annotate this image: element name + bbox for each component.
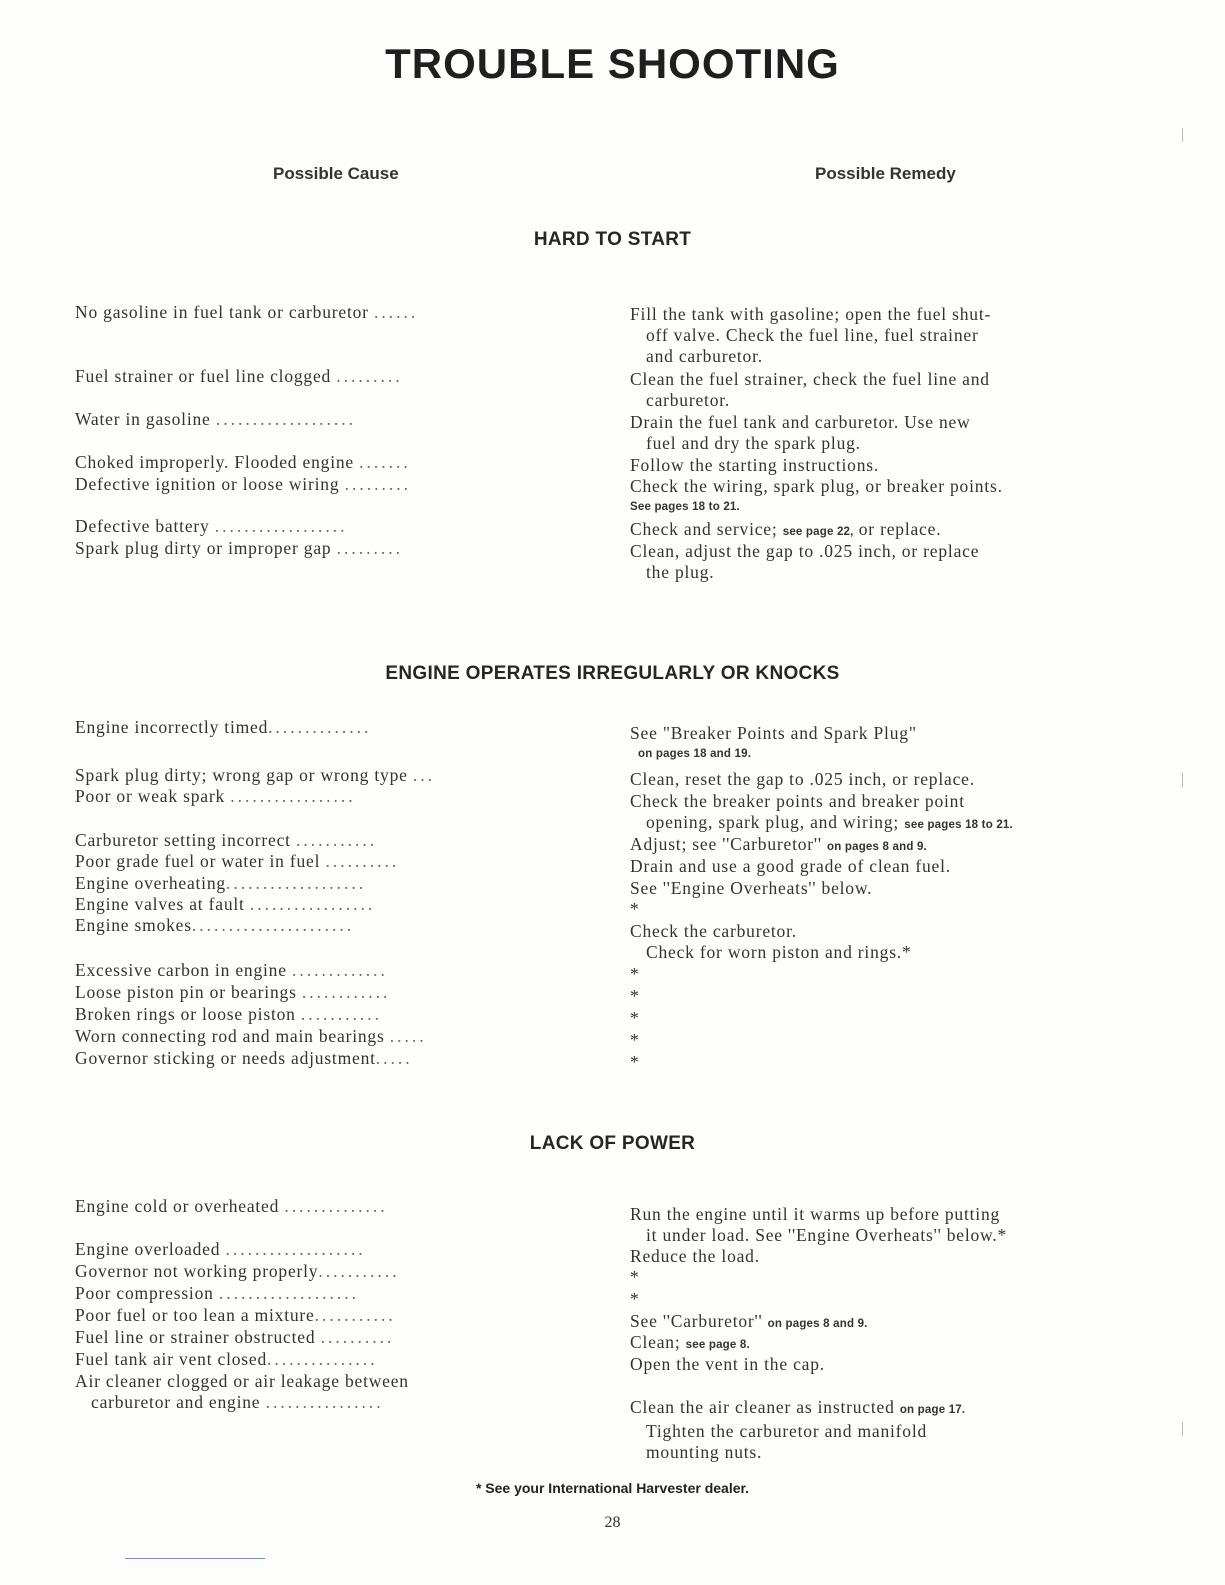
cause-item: Water in gasoline ................... (75, 409, 356, 429)
remedy-item: * (630, 1030, 640, 1050)
remedy-item: * (630, 964, 640, 984)
cause-item: Poor fuel or too lean a mixture........... (75, 1305, 396, 1325)
remedy-item: Check the carburetor. Check for worn piston and rings.* (630, 921, 912, 962)
cause-item: Poor or weak spark ................. (75, 786, 356, 806)
remedy-item: Reduce the load. (630, 1246, 760, 1266)
remedy-item: Clean, reset the gap to .025 inch, or replace. (630, 769, 975, 789)
page-reference: See pages 18 to 21. (630, 501, 740, 513)
remedy-item: Clean the fuel strainer, check the fuel line and carburetor. (630, 369, 990, 410)
remedy-item: See ''Engine Overheats'' below. (630, 878, 873, 898)
bottom-rule (125, 1558, 265, 1559)
cause-item: Fuel line or strainer obstructed .......... (75, 1327, 395, 1347)
remedy-item: Clean; see page 8. (630, 1332, 750, 1352)
cause-item: Defective battery .................. (75, 516, 348, 536)
remedy-item: Follow the starting instructions. (630, 455, 880, 475)
page-reference: on page 17. (899, 1404, 966, 1416)
page-reference: on pages 8 and 9. (767, 1318, 868, 1330)
remedy-item: Check the breaker points and breaker point opening, spark plug, and wiring; see pages 18 to 21. (630, 791, 1013, 832)
page-reference: on pages 8 and 9. (827, 841, 927, 853)
cause-item: Spark plug dirty or improper gap ......... (75, 538, 404, 558)
remedy-item: * (630, 899, 640, 919)
scan-edge-mark (1182, 128, 1183, 142)
cause-item: Poor compression ................... (75, 1283, 360, 1303)
cause-item: Engine cold or overheated .............. (75, 1196, 388, 1216)
cause-item: Governor sticking or needs adjustment..... (75, 1048, 413, 1068)
remedy-item: Drain the fuel tank and carburetor. Use new fuel and dry the spark plug. (630, 412, 971, 453)
remedy-item: * (630, 1289, 640, 1309)
cause-item: Worn connecting rod and main bearings ..... (75, 1026, 427, 1046)
remedy-item: Clean the air cleaner as instructed on page 17. Tighten the carburetor and manifold mounting nuts. (630, 1397, 966, 1462)
remedy-item: Run the engine until it warms up before putting it under load. See ''Engine Overheats'' below.* (630, 1204, 1008, 1245)
remedy-item: Adjust; see ''Carburetor'' on pages 8 and 9. (630, 834, 927, 854)
section-heading-hard-to-start: HARD TO START (533, 229, 692, 250)
cause-item: No gasoline in fuel tank or carburetor ...... (75, 302, 419, 322)
remedy-item: Clean, adjust the gap to .025 inch, or replace the plug. (630, 541, 980, 582)
cause-item: Excessive carbon in engine ............. (75, 960, 388, 980)
cause-item: Fuel tank air vent closed............... (75, 1349, 378, 1369)
remedy-item: * (630, 1267, 640, 1287)
cause-item: Engine overheating................... (75, 873, 367, 893)
remedy-item: Open the vent in the cap. (630, 1354, 825, 1374)
remedy-item: Drain and use a good grade of clean fuel. (630, 856, 951, 876)
remedy-item: * (630, 1052, 640, 1072)
cause-item: Spark plug dirty; wrong gap or wrong type ... (75, 765, 435, 785)
cause-item: Engine smokes...................... (75, 915, 355, 935)
possible-remedy-header: Possible Remedy (815, 164, 956, 183)
cause-item: Loose piston pin or bearings ............ (75, 982, 391, 1002)
remedy-item: * (630, 986, 640, 1006)
scan-edge-mark (1182, 1422, 1183, 1436)
remedy-item: Check the wiring, spark plug, or breaker points. See pages 18 to 21. (630, 476, 1190, 518)
section-heading-lack-of-power: LACK OF POWER (529, 1133, 696, 1154)
remedy-item: Fill the tank with gasoline; open the fuel shut- off valve. Check the fuel line, fuel strainer and carburetor. (630, 304, 992, 366)
cause-item: Engine incorrectly timed.............. (75, 717, 372, 737)
section-heading-engine-operates-irregularly: ENGINE OPERATES IRREGULARLY OR KNOCKS (385, 663, 840, 684)
page-reference: on pages 18 and 19. (638, 748, 752, 760)
cause-item: Poor grade fuel or water in fuel .......... (75, 851, 400, 871)
footnote: * See your International Harvester dealer. (475, 1480, 750, 1496)
page-title: TROUBLE SHOOTING (385, 40, 840, 87)
cause-item: Air cleaner clogged or air leakage between carburetor and engine ................ (75, 1371, 409, 1412)
cause-item: Governor not working properly........... (75, 1261, 400, 1281)
cause-item: Engine overloaded ................... (75, 1239, 366, 1259)
cause-item: Fuel strainer or fuel line clogged ......... (75, 366, 403, 386)
remedy-item: See "Breaker Points and Spark Plug" on pages 18 and 19. (630, 723, 1190, 765)
remedy-item: Check and service; see page 22, or replace. (630, 519, 942, 539)
cause-item: Broken rings or loose piston ........... (75, 1004, 383, 1024)
page-reference: see page 22, (782, 526, 854, 538)
page-reference: see page 8. (685, 1339, 750, 1351)
cause-item: Choked improperly. Flooded engine ....... (75, 452, 411, 472)
scan-edge-mark (1182, 773, 1183, 787)
cause-item: Carburetor setting incorrect ........... (75, 830, 378, 850)
cause-item: Engine valves at fault ................. (75, 894, 376, 914)
possible-cause-header: Possible Cause (273, 164, 399, 183)
page-reference: see pages 18 to 21. (904, 819, 1013, 831)
remedy-item: See ''Carburetor'' on pages 8 and 9. (630, 1311, 868, 1331)
page-number: 28 (604, 1514, 621, 1531)
remedy-item: * (630, 1008, 640, 1028)
cause-item: Defective ignition or loose wiring ......... (75, 474, 411, 494)
